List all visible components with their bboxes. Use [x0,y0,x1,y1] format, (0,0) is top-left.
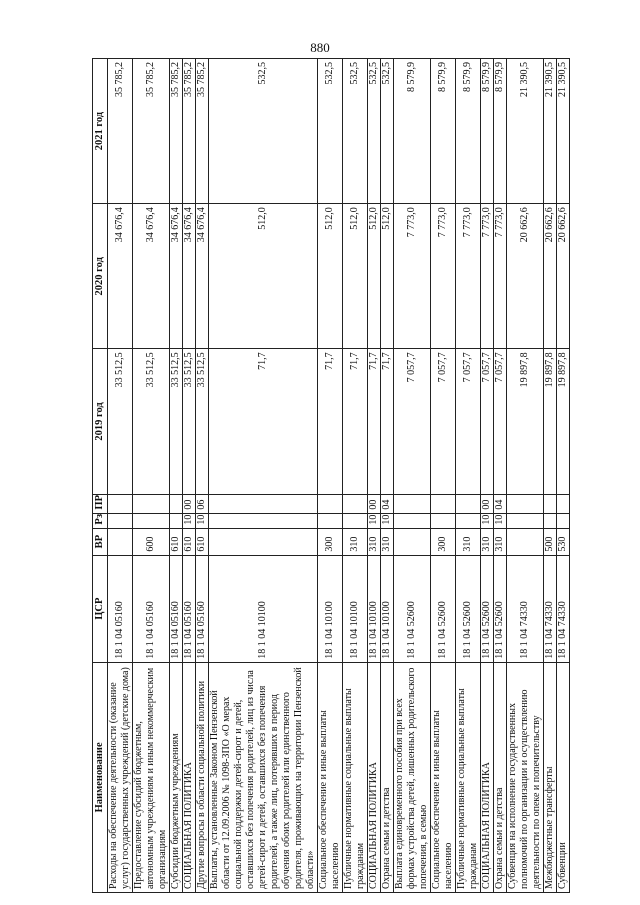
budget-table [92,58,570,893]
table-row [368,59,381,893]
cell-rz [431,513,456,528]
cell-2020: 512,0 [368,204,381,349]
cell-csr: 18 1 04 52600 [481,555,494,662]
cell-name: СОЦИАЛЬНАЯ ПОЛИТИКА [481,662,494,892]
cell-2020: 7 773,0 [394,204,431,349]
header-csr: ЦСР [93,555,108,662]
cell-2021: 21 390,5 [544,59,557,204]
table-header [93,59,108,893]
cell-csr: 18 1 04 05160 [133,555,170,662]
cell-name: Другие вопросы в области социальной политики [196,662,209,892]
cell-2020: 512,0 [318,204,343,349]
cell-2019: 33 512,5 [170,349,183,494]
cell-csr: 18 1 04 52600 [431,555,456,662]
cell-csr: 18 1 04 10100 [318,555,343,662]
cell-2021: 8 579,9 [431,59,456,204]
cell-2021: 21 390,5 [557,59,570,204]
cell-pr [557,494,570,513]
cell-pr: 00 [481,494,494,513]
cell-vr: 310 [343,528,368,555]
table-row [431,59,456,893]
table-row [196,59,209,893]
header-2021: 2021 год [93,59,108,204]
cell-pr: 04 [494,494,507,513]
cell-vr: 310 [381,528,394,555]
cell-2020: 34 676,4 [108,204,133,349]
cell-name: Выплата единовременного пособия при всех формах устройства детей, лишенных родительского попечения, в семью [394,662,431,892]
cell-vr: 610 [183,528,196,555]
cell-pr: 00 [183,494,196,513]
cell-vr: 310 [368,528,381,555]
cell-rz [456,513,481,528]
cell-name: Социальное обеспечение и иные выплаты населению [318,662,343,892]
cell-csr: 18 1 04 52600 [456,555,481,662]
header-vr: ВР [93,528,108,555]
cell-csr: 18 1 04 05160 [108,555,133,662]
cell-pr: 00 [368,494,381,513]
cell-rz [557,513,570,528]
cell-csr: 18 1 04 74330 [507,555,544,662]
cell-2021: 532,5 [368,59,381,204]
cell-2019: 33 512,5 [108,349,133,494]
cell-name: Публичные нормативные социальные выплаты гражданам [456,662,481,892]
table-row [170,59,183,893]
cell-csr: 18 1 04 10100 [343,555,368,662]
cell-name: Субсидии бюджетным учреждениям [170,662,183,892]
cell-vr: 500 [544,528,557,555]
cell-vr [108,528,133,555]
cell-2019: 19 897,8 [507,349,544,494]
cell-2021: 532,5 [209,59,318,204]
cell-name: Выплаты, установленные Законом Пензенской области от 12.09.2006 № 1098-ЗПО «О мерах социальной поддержки детей-сирот и детей, оставшихся без попечения родителей, лиц из числа детей-сирот и детей, оставшихся без попечения родителей, а также лиц, потерявших в период обучения обоих родителей или единственного родителя, проживающих на территории Пензенской области» [209,662,318,892]
cell-pr [544,494,557,513]
cell-vr: 310 [494,528,507,555]
table-row [494,59,507,893]
cell-vr [394,528,431,555]
cell-2020: 20 662,6 [557,204,570,349]
cell-vr: 300 [318,528,343,555]
cell-pr [170,494,183,513]
cell-2019: 71,7 [343,349,368,494]
cell-2019: 71,7 [368,349,381,494]
cell-name: Субвенции [557,662,570,892]
cell-2019: 19 897,8 [557,349,570,494]
table-row [507,59,544,893]
header-rz: Рз [93,513,108,528]
cell-vr: 610 [170,528,183,555]
cell-2021: 8 579,9 [481,59,494,204]
cell-vr: 610 [196,528,209,555]
cell-csr: 18 1 04 74330 [557,555,570,662]
cell-pr [431,494,456,513]
cell-vr: 310 [456,528,481,555]
cell-2021: 532,5 [318,59,343,204]
cell-pr [108,494,133,513]
cell-pr [456,494,481,513]
cell-2021: 21 390,5 [507,59,544,204]
cell-vr [507,528,544,555]
table-row [183,59,196,893]
cell-pr [507,494,544,513]
cell-2020: 512,0 [209,204,318,349]
page-number: 880 [310,40,330,55]
cell-pr [133,494,170,513]
cell-2021: 35 785,2 [133,59,170,204]
cell-name: Социальное обеспечение и иные выплаты населению [431,662,456,892]
cell-rz: 10 [494,513,507,528]
cell-vr: 310 [481,528,494,555]
table-row [381,59,394,893]
cell-pr: 04 [381,494,394,513]
cell-rz: 10 [196,513,209,528]
cell-vr [209,528,318,555]
cell-2020: 34 676,4 [183,204,196,349]
cell-rz: 10 [368,513,381,528]
cell-rz: 10 [481,513,494,528]
cell-2021: 532,5 [343,59,368,204]
cell-2020: 512,0 [381,204,394,349]
cell-vr: 530 [557,528,570,555]
cell-2021: 8 579,9 [394,59,431,204]
cell-name: Охрана семьи и детства [381,662,394,892]
cell-csr: 18 1 04 52600 [394,555,431,662]
cell-name: Расходы на обеспечение деятельности (оказание услуг) государственных учреждений (детские дома) [108,662,133,892]
table-row [456,59,481,893]
cell-rz [343,513,368,528]
cell-rz [209,513,318,528]
cell-2021: 35 785,2 [170,59,183,204]
cell-csr: 18 1 04 05160 [196,555,209,662]
cell-2020: 7 773,0 [431,204,456,349]
table-row [343,59,368,893]
cell-2020: 20 662,6 [544,204,557,349]
cell-rz [394,513,431,528]
cell-2021: 35 785,2 [183,59,196,204]
cell-2020: 34 676,4 [170,204,183,349]
cell-rz [170,513,183,528]
table-row [209,59,318,893]
cell-name: СОЦИАЛЬНАЯ ПОЛИТИКА [368,662,381,892]
cell-csr: 18 1 04 10100 [368,555,381,662]
cell-csr: 18 1 04 10100 [381,555,394,662]
cell-2020: 20 662,6 [507,204,544,349]
cell-rz [544,513,557,528]
header-2019: 2019 год [93,349,108,494]
cell-pr [318,494,343,513]
cell-2021: 8 579,9 [494,59,507,204]
cell-csr: 18 1 04 05160 [183,555,196,662]
cell-csr: 18 1 04 10100 [209,555,318,662]
cell-rz [507,513,544,528]
cell-csr: 18 1 04 05160 [170,555,183,662]
cell-2019: 7 057,7 [456,349,481,494]
cell-2019: 7 057,7 [394,349,431,494]
cell-pr [343,494,368,513]
table-row [318,59,343,893]
cell-2021: 35 785,2 [108,59,133,204]
header-2020: 2020 год [93,204,108,349]
cell-2021: 35 785,2 [196,59,209,204]
cell-2019: 7 057,7 [431,349,456,494]
cell-2019: 71,7 [381,349,394,494]
cell-pr [209,494,318,513]
cell-rz: 10 [183,513,196,528]
cell-2019: 33 512,5 [133,349,170,494]
cell-name: Субвенция на исполнение государственных полномочий по организации и осуществлению деятельности по опеке и попечительству [507,662,544,892]
table-row [133,59,170,893]
cell-name: Предоставление субсидий бюджетным, автономным учреждениям и иным некоммерческим организациям [133,662,170,892]
cell-vr: 600 [133,528,170,555]
cell-2019: 71,7 [318,349,343,494]
table-row [481,59,494,893]
cell-csr: 18 1 04 52600 [494,555,507,662]
table-row [394,59,431,893]
cell-2019: 7 057,7 [481,349,494,494]
header-pr: ПР [93,494,108,513]
header-name: Наименование [93,662,108,892]
table-body [108,59,570,893]
cell-2020: 34 676,4 [133,204,170,349]
cell-2021: 532,5 [381,59,394,204]
cell-rz: 10 [381,513,394,528]
cell-2019: 7 057,7 [494,349,507,494]
budget-table-rotated [92,58,568,893]
cell-2020: 7 773,0 [456,204,481,349]
cell-2020: 7 773,0 [494,204,507,349]
table-row [544,59,557,893]
cell-2019: 33 512,5 [196,349,209,494]
cell-2021: 8 579,9 [456,59,481,204]
cell-rz [108,513,133,528]
cell-pr: 06 [196,494,209,513]
cell-2020: 34 676,4 [196,204,209,349]
cell-rz [133,513,170,528]
cell-name: Межбюджетные трансферты [544,662,557,892]
cell-name: Публичные нормативные социальные выплаты гражданам [343,662,368,892]
cell-2019: 71,7 [209,349,318,494]
cell-2020: 512,0 [343,204,368,349]
cell-name: Охрана семьи и детства [494,662,507,892]
cell-2019: 33 512,5 [183,349,196,494]
table-row [108,59,133,893]
cell-name: СОЦИАЛЬНАЯ ПОЛИТИКА [183,662,196,892]
cell-csr: 18 1 04 74330 [544,555,557,662]
cell-2020: 7 773,0 [481,204,494,349]
cell-2019: 19 897,8 [544,349,557,494]
cell-vr: 300 [431,528,456,555]
header-row [93,59,108,893]
table-row [557,59,570,893]
cell-pr [394,494,431,513]
cell-rz [318,513,343,528]
